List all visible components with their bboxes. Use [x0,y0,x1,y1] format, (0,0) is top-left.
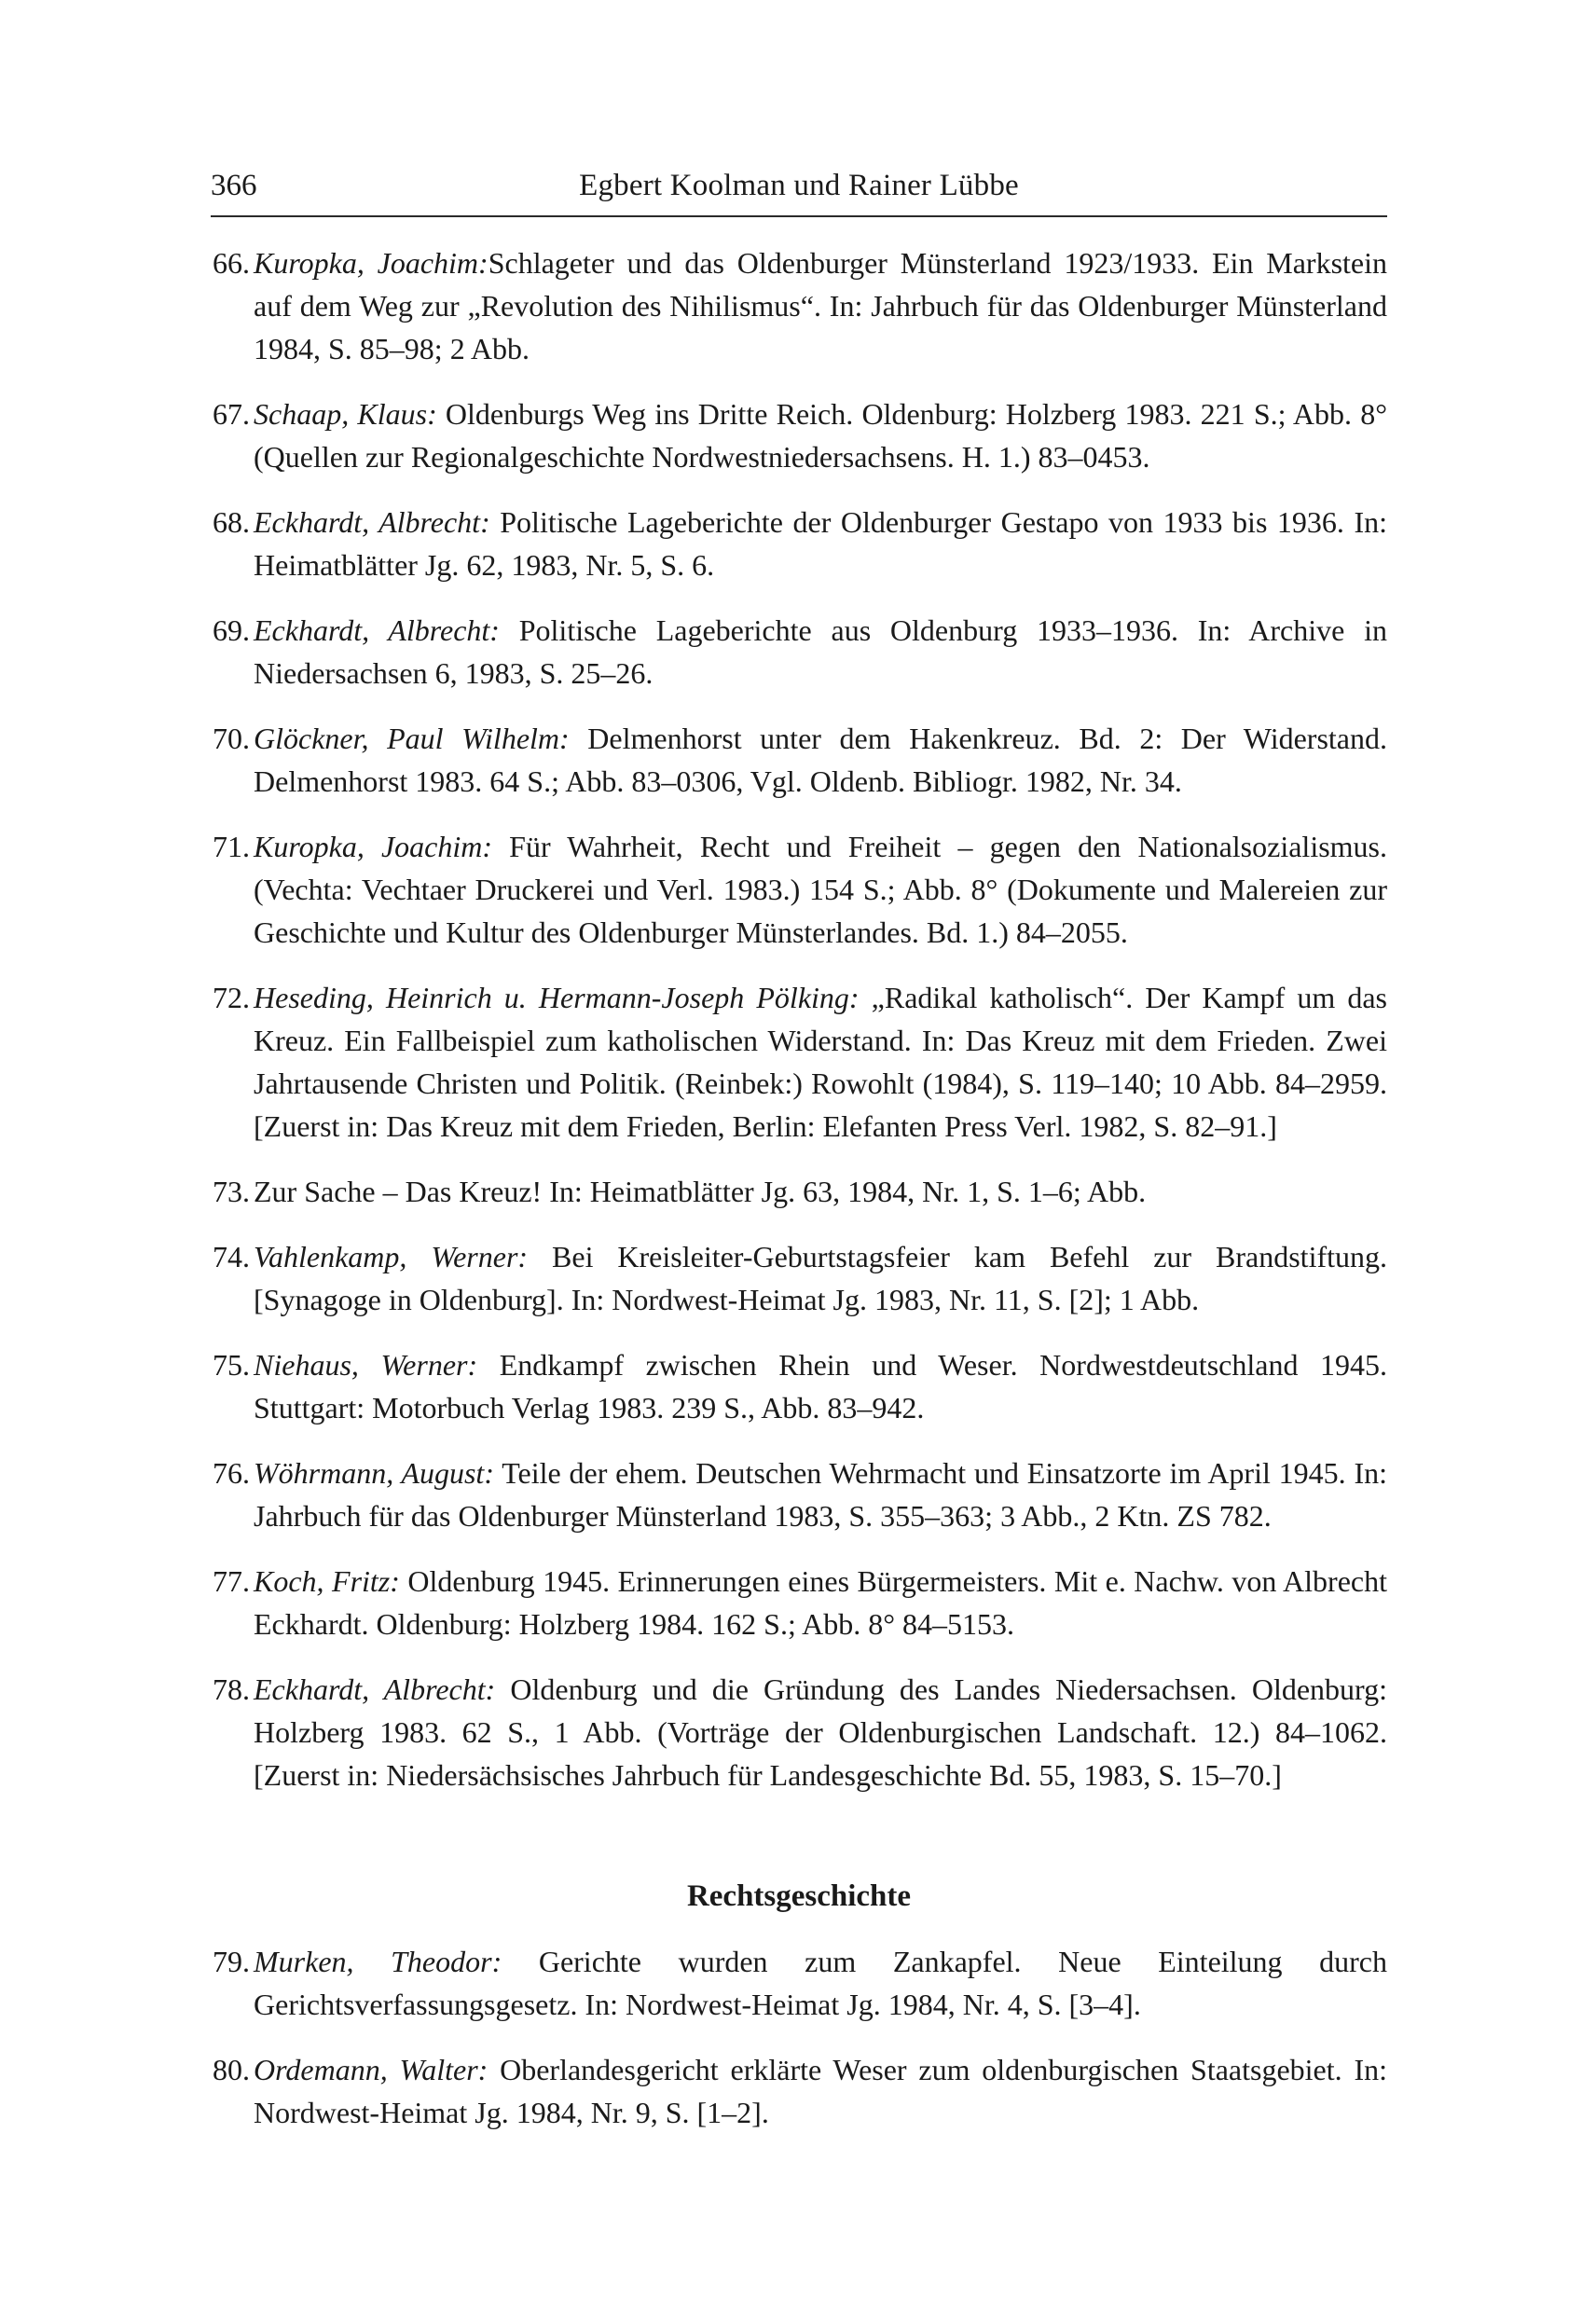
entry-author: Glöckner, Paul Wilhelm: [254,722,570,755]
bibliography-entry-80 [211,2048,1387,2134]
bibliography-entry-79 [211,1940,1387,2026]
entry-text: Endkampf zwischen Rhein und Weser. Nordwestdeutschland 1945. Stuttgart: Motorbuch Verlag 1983. 239 S., Abb. 83–942. [254,1348,1388,1424]
bibliography-entry-72 [211,976,1387,1148]
bibliography-entry-74 [211,1235,1387,1321]
entry-text: Teile der ehem. Deutschen Wehrmacht und Einsatzorte im April 1945. In: Jahrbuch für das Oldenburger Münsterland 1983, S. 355–363; 3 Abb., 2 Ktn. ZS 782. [254,1456,1388,1533]
running-header [211,163,1387,215]
section-heading: Rechtsgeschichte [686,1879,912,1913]
bibliography-entry-67 [211,392,1387,478]
entry-number: 76. [213,1456,250,1490]
entry-author: Eckhardt, Albrecht: [254,505,490,539]
entry-text: Oberlandesgericht erklärte Weser zum oldenburgischen Staatsgebiet. In: Nordwest-Heimat Jg. 1984, Nr. 9, S. [1–2]. [254,2053,1388,2129]
bibliography-entry-76 [211,1452,1387,1537]
entry-text: Bei Kreisleiter-Geburtstagsfeier kam Befehl zur Brandstiftung. [Synagoge in Oldenburg]. In: Nordwest-Heimat Jg. 1983, Nr. 11, S. [2]; 1 Abb. [254,1240,1388,1316]
entry-text: Politische Lageberichte aus Oldenburg 1933–1936. In: Archive in Niedersachsen 6, 1983, S. 25–26. [254,613,1388,690]
entry-author: Vahlenkamp, Werner: [254,1240,529,1273]
entry-number: 71. [213,830,250,863]
entry-text: Oldenburgs Weg ins Dritte Reich. Oldenburg: Holzberg 1983. 221 S.; Abb. 8° (Quellen zur Regionalgeschichte Nordwestniedersachsens. H. 1.) 83–0453. [254,397,1388,474]
entry-author: Murken, Theodor: [254,1945,502,1978]
book-page [211,163,1387,2156]
entry-author: Koch, Fritz: [254,1564,400,1598]
entry-text: Zur Sache – Das Kreuz! In: Heimatblätter Jg. 63, 1984, Nr. 1, S. 1–6; Abb. [254,1175,1147,1208]
entry-number: 70. [213,722,250,755]
bibliography-entry-73 [211,1170,1387,1213]
entry-text: „Radikal katholisch“. Der Kampf um das Kreuz. Ein Fallbeispiel zum katholischen Widerstand. In: Das Kreuz mit dem Frieden. Zwei Jahrtausende Christen und Politik. (Reinbek:) Rowohlt (1984), S. 119–140; 10 Abb. 84–2959. [Zuerst in: Das Kreuz mit dem Frieden, Berlin: Elefanten Press Verl. 1982, S. 82–91.] [254,981,1388,1143]
entry-text: Für Wahrheit, Recht und Freiheit – gegen den Nationalsozialismus. (Vechta: Vechtaer Druckerei und Verl. 1983.) 154 S.; Abb. 8° (Dokumente und Malereien zur Geschichte und Kultur des Oldenburger Münsterlandes. Bd. 1.) 84–2055. [254,830,1388,949]
bibliography-entry-68 [211,501,1387,586]
header-authors: Egbert Koolman und Rainer Lübbe [579,169,1019,202]
entry-text: Delmenhorst unter dem Hakenkreuz. Bd. 2: Der Widerstand. Delmenhorst 1983. 64 S.; Abb. 83–0306, Vgl. Oldenb. Bibliogr. 1982, Nr. 34. [254,722,1388,798]
entry-number: 69. [213,613,250,647]
entry-author: Ordemann, Walter: [254,2053,488,2086]
bibliography-entry-78 [211,1668,1387,1796]
entry-number: 77. [213,1564,250,1598]
bibliography-entry-77 [211,1560,1387,1645]
entry-author: Wöhrmann, August: [254,1456,494,1490]
bibliography-entry-69 [211,609,1387,695]
bibliography-entry-75 [211,1343,1387,1429]
page-number: 366 [211,169,257,202]
entry-number: 80. [213,2053,250,2086]
entry-number: 74. [213,1240,250,1273]
entry-text: Oldenburg 1945. Erinnerungen eines Bürgermeisters. Mit e. Nachw. von Albrecht Eckhardt. Oldenburg: Holzberg 1984. 162 S.; Abb. 8° 84–5153. [254,1564,1388,1641]
entry-author: Eckhardt, Albrecht: [254,613,500,647]
entry-author: Kuropka, Joachim: [254,246,488,280]
entry-author: Niehaus, Werner: [254,1348,478,1382]
entry-author: Kuropka, Joachim: [254,830,493,863]
entry-number: 66. [213,246,250,280]
bibliography-entry-70 [211,717,1387,803]
entry-number: 72. [213,981,250,1014]
entry-number: 75. [213,1348,250,1382]
entry-author: Eckhardt, Albrecht: [254,1672,496,1706]
entry-author: Schaap, Klaus: [254,397,437,431]
bibliography-entry-71 [211,825,1387,954]
header-rule [211,215,1387,217]
entry-text: Politische Lageberichte der Oldenburger Gestapo von 1933 bis 1936. In: Heimatblätter Jg. 62, 1983, Nr. 5, S. 6. [254,505,1387,582]
entry-author: Heseding, Heinrich u. Hermann-Joseph Pölking: [254,981,860,1014]
entry-number: 68. [213,505,250,539]
entry-number: 78. [213,1672,250,1706]
bibliography-list [211,241,1387,2134]
entry-text: Gerichte wurden zum Zankapfel. Neue Einteilung durch Gerichtsverfassungsgesetz. In: Nordwest-Heimat Jg. 1984, Nr. 4, S. [3–4]. [254,1945,1388,2021]
entry-text: Oldenburg und die Gründung des Landes Niedersachsen. Oldenburg: Holzberg 1983. 62 S., 1 Abb. (Vorträge der Oldenburgischen Landschaft. 12.) 84–1062. [Zuerst in: Niedersächsisches Jahrbuch für Landesgeschichte Bd. 55, 1983, S. 15–70.] [254,1672,1388,1792]
bibliography-entry-66 [211,241,1387,370]
entry-number: 67. [213,397,250,431]
entry-number: 79. [213,1945,250,1978]
entry-number: 73. [213,1175,250,1208]
entry-text: Schlageter und das Oldenburger Münsterland 1923/1933. Ein Markstein auf dem Weg zur „Revolution des Nihilismus“. In: Jahrbuch für das Oldenburger Münsterland 1984, S. 85–98; 2 Abb. [254,246,1388,365]
